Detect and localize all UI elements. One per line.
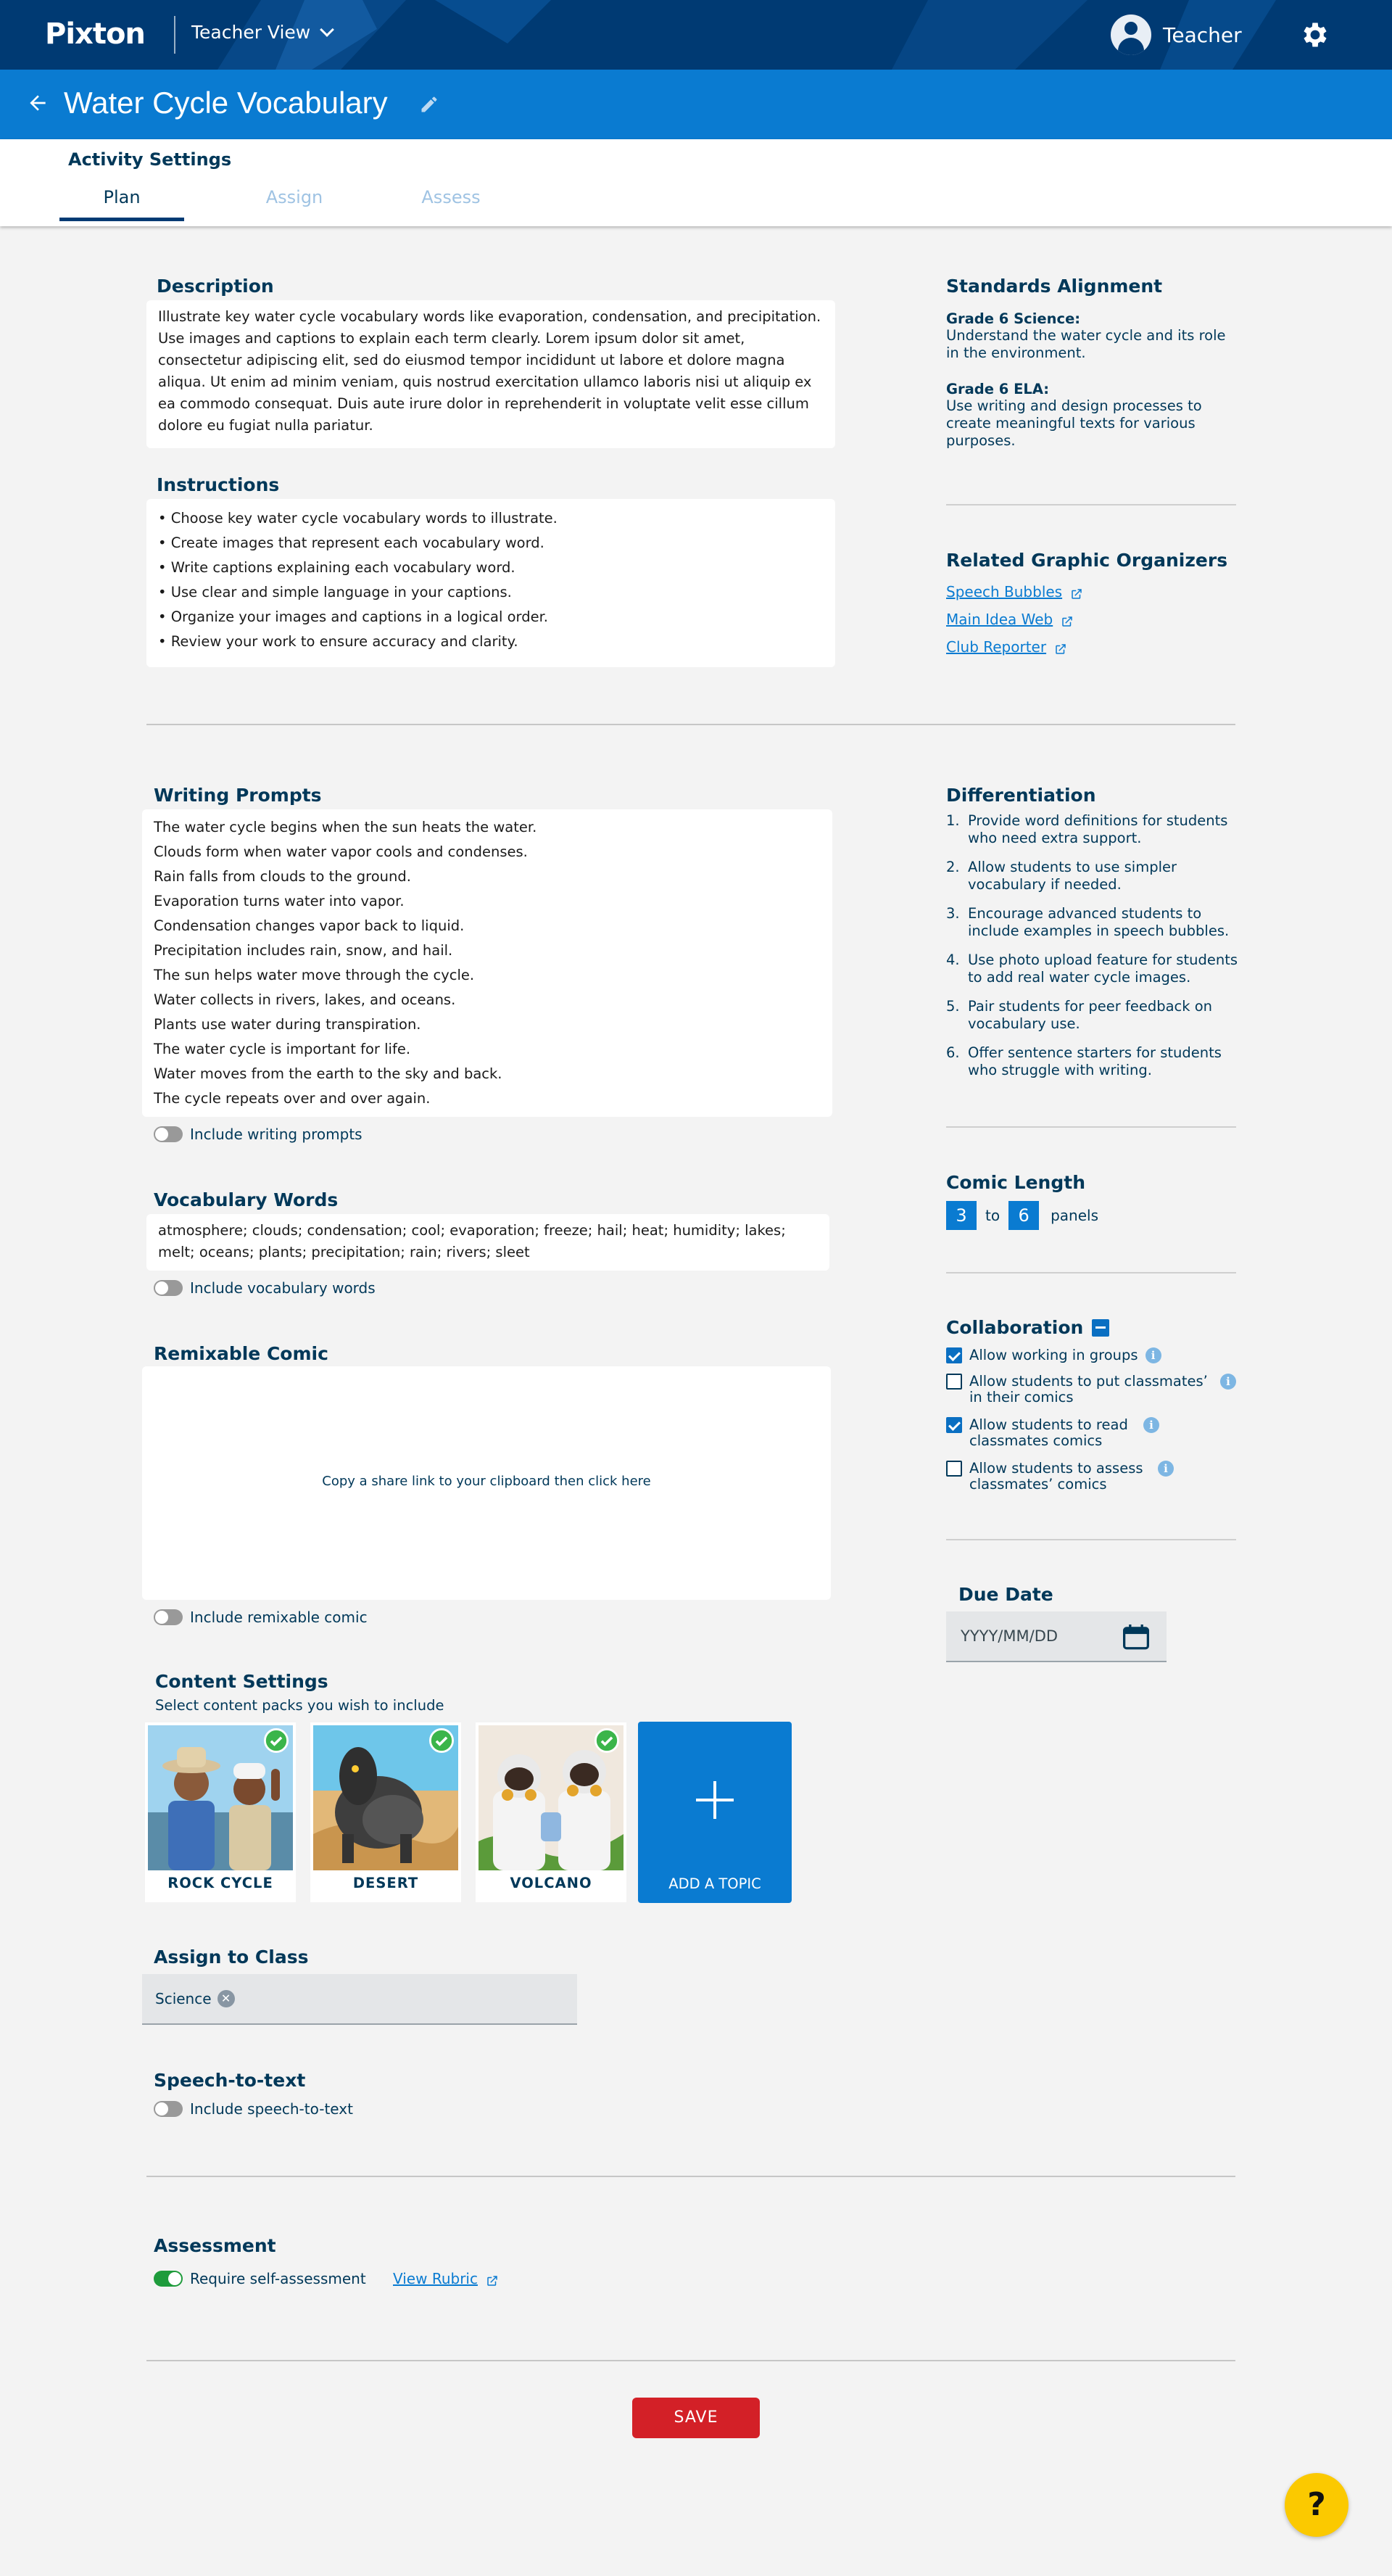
gear-icon[interactable] (1299, 19, 1331, 51)
differentiation-list (946, 812, 1251, 1091)
view-switcher-label: Teacher View (191, 22, 311, 43)
toggle-label: Include vocabulary words (190, 1279, 376, 1297)
back-arrow-icon[interactable] (26, 91, 49, 115)
assessment-heading: Assessment (154, 2235, 276, 2256)
differentiation-heading: Differentiation (946, 785, 1096, 806)
user-name: Teacher (1163, 22, 1242, 47)
standard-text: Use writing and design processes to create meaningful texts for various purposes. (946, 397, 1202, 449)
plus-icon (695, 1780, 735, 1820)
content-pack-volcano[interactable] (476, 1722, 626, 1902)
max-panels-input[interactable]: 6 (1008, 1201, 1039, 1230)
external-link-icon (486, 2274, 499, 2287)
collapse-toggle-icon[interactable] (1092, 1319, 1109, 1337)
info-icon[interactable]: i (1220, 1374, 1236, 1390)
class-chip (155, 1990, 235, 2007)
checkbox[interactable] (946, 1417, 962, 1433)
organizer-link-label[interactable]: Club Reporter (946, 638, 1047, 656)
toggle-switch[interactable] (154, 2271, 183, 2287)
vocabulary-box[interactable] (146, 1214, 829, 1271)
toggle-switch[interactable] (154, 1126, 183, 1142)
tab-assign[interactable]: Assign (265, 187, 323, 207)
content-pack-rock-cycle[interactable] (145, 1722, 296, 1902)
list-item: 4. Use photo upload feature for students to add real water cycle images. (946, 951, 1238, 986)
activity-settings-heading: Activity Settings (68, 149, 232, 170)
organizer-link-label[interactable]: Speech Bubbles (946, 583, 1063, 600)
header-divider (174, 16, 175, 54)
standard-text: Understand the water cycle and its role in the environment. (946, 327, 1226, 361)
list-item: 1. Provide word definitions for students who need extra support. (946, 812, 1228, 846)
divider (946, 1539, 1236, 1540)
writing-prompt-item: Rain falls from clouds to the ground. (154, 868, 411, 885)
writing-prompt-item: The water cycle begins when the sun heats the water. (154, 819, 537, 835)
pixton-logo[interactable]: Pixton (45, 17, 145, 51)
content-pack-label: DESERT (352, 1875, 419, 1891)
info-icon[interactable]: i (1143, 1417, 1159, 1433)
pencil-edit-icon[interactable] (419, 94, 439, 115)
writing-prompt-item: Water collects in rivers, lakes, and oceans. (154, 991, 456, 1008)
section-divider (146, 724, 1235, 725)
remixable-hint: Copy a share link to your clipboard then click here (322, 1474, 651, 1489)
instruction-item: • Create images that represent each vocabulary word. (158, 534, 544, 551)
toggle-label: Require self-assessment (190, 2270, 366, 2287)
collaboration-header (946, 1317, 1109, 1338)
writing-prompts-heading: Writing Prompts (154, 785, 322, 806)
list-item: 5. Pair students for peer feedback on vocabulary use. (946, 998, 1213, 1032)
vocabulary-toggle[interactable] (154, 1279, 376, 1297)
writing-prompt-item: Precipitation includes rain, snow, and hail. (154, 942, 453, 959)
activity-settings-panel (0, 139, 1392, 226)
tab-plan[interactable]: Plan (103, 187, 141, 207)
external-link-icon (1061, 615, 1074, 628)
calendar-icon[interactable] (1122, 1625, 1151, 1651)
due-date-field[interactable] (946, 1611, 1167, 1662)
writing-prompt-item: Plants use water during transpiration. (154, 1016, 421, 1033)
instructions-heading: Instructions (157, 474, 280, 495)
date-placeholder: YYYY/MM/DD (961, 1627, 1058, 1645)
collab-option-assess-comics[interactable] (946, 1461, 1251, 1493)
instruction-item: • Organize your images and captions in a logical order. (158, 608, 549, 625)
divider (946, 1272, 1236, 1273)
organizer-link-club-reporter[interactable] (946, 638, 1067, 656)
divider (946, 1126, 1236, 1128)
class-select-field[interactable] (142, 1974, 577, 2025)
writing-prompt-item: The water cycle is important for life. (154, 1041, 411, 1057)
selected-check-icon (594, 1728, 619, 1753)
help-button[interactable]: ? (1285, 2473, 1348, 2537)
avatar (1111, 15, 1151, 55)
checkbox-label: Allow students to put classmates’ in their comics (969, 1373, 1208, 1405)
save-button[interactable]: SAVE (632, 2398, 760, 2438)
add-topic-button[interactable] (638, 1722, 792, 1903)
collaboration-heading: Collaboration (946, 1317, 1084, 1338)
info-icon[interactable]: i (1158, 1461, 1174, 1477)
remove-chip-icon[interactable]: ✕ (218, 1990, 235, 2007)
toggle-label: Include speech-to-text (190, 2100, 353, 2118)
user-menu[interactable] (1111, 15, 1242, 55)
collab-option-put-classmates[interactable] (946, 1374, 1251, 1405)
view-switcher[interactable] (191, 22, 332, 43)
remixable-dropzone[interactable] (142, 1366, 831, 1600)
collab-option-groups[interactable] (946, 1347, 1251, 1363)
range-separator: to (985, 1207, 1000, 1224)
panels-unit: panels (1051, 1207, 1098, 1224)
active-tab-indicator (59, 218, 184, 221)
checkbox[interactable] (946, 1347, 962, 1363)
instruction-item: • Write captions explaining each vocabulary word. (158, 559, 515, 576)
content-pack-desert[interactable] (310, 1722, 461, 1902)
self-assessment-toggle[interactable] (154, 2270, 366, 2287)
list-item: 2. Allow students to use simpler vocabulary if needed. (946, 859, 1177, 893)
writing-prompt-item: Condensation changes vapor back to liquid. (154, 917, 465, 934)
divider (946, 504, 1236, 505)
toggle-switch[interactable] (154, 1280, 183, 1296)
speech-heading: Speech-to-text (154, 2070, 306, 2091)
top-nav-bar (0, 0, 1392, 70)
content-settings-heading: Content Settings (155, 1671, 328, 1692)
organizer-link-speech-bubbles[interactable] (946, 583, 1083, 600)
instruction-item: • Choose key water cycle vocabulary words to illustrate. (158, 510, 558, 527)
list-item: 6. Offer sentence starters for students who struggle with writing. (946, 1044, 1222, 1078)
writing-prompts-box[interactable] (142, 809, 832, 1117)
comic-length-control (946, 1201, 1098, 1230)
checkbox[interactable] (946, 1374, 962, 1390)
vocabulary-text: atmosphere; clouds; condensation; cool; evaporation; freeze; hail; heat; humidity; lakes; melt; oceans; plants; precipitation; rain; rivers; sleet (158, 1222, 786, 1260)
content-settings-subheading: Select content packs you wish to include (155, 1697, 444, 1714)
tab-assess[interactable]: Assess (421, 187, 481, 207)
standards-list (946, 310, 1236, 450)
checkbox[interactable] (946, 1461, 962, 1477)
toggle-switch[interactable] (154, 2101, 183, 2117)
instruction-item: • Review your work to ensure accuracy and clarity. (158, 633, 518, 650)
vocabulary-heading: Vocabulary Words (154, 1189, 339, 1210)
organizer-link-main-idea-web[interactable] (946, 611, 1074, 628)
writing-prompt-item: Evaporation turns water into vapor. (154, 893, 405, 909)
writing-prompt-item: Water moves from the earth to the sky and back. (154, 1065, 502, 1082)
organizers-heading: Related Graphic Organizers (946, 550, 1228, 571)
writing-prompt-item: Clouds form when water vapor cools and condenses. (154, 843, 528, 860)
activity-title-bar (0, 70, 1392, 139)
class-chip-label: Science (155, 1990, 212, 2007)
standards-heading: Standards Alignment (946, 276, 1163, 297)
comic-length-heading: Comic Length (946, 1172, 1085, 1193)
description-box[interactable] (146, 300, 835, 448)
description-heading: Description (157, 276, 274, 297)
instruction-item: • Use clear and simple language in your captions. (158, 584, 512, 600)
checkbox-label: Allow students to assess classmates’ comics (969, 1460, 1143, 1493)
view-rubric-label[interactable]: View Rubric (393, 2270, 478, 2287)
external-link-icon (1070, 587, 1083, 600)
collab-option-read-comics[interactable] (946, 1417, 1251, 1449)
section-divider (146, 2360, 1235, 2361)
writing-prompts-toggle[interactable] (154, 1126, 362, 1143)
speech-toggle[interactable] (154, 2100, 353, 2118)
section-divider (146, 2176, 1235, 2177)
external-link-icon (1054, 643, 1067, 656)
checkbox-label: Allow working in groups (969, 1347, 1138, 1363)
toggle-label: Include writing prompts (190, 1126, 362, 1143)
selected-check-icon (429, 1728, 454, 1753)
content-pack-label: ROCK CYCLE (167, 1875, 273, 1891)
toggle-switch[interactable] (154, 1609, 183, 1625)
remixable-toggle[interactable] (154, 1609, 368, 1626)
standard-label: Grade 6 ELA: (946, 381, 1050, 397)
assign-class-heading: Assign to Class (154, 1947, 309, 1968)
content-pack-label: VOLCANO (510, 1875, 592, 1891)
selected-check-icon (264, 1728, 289, 1753)
min-panels-input[interactable]: 3 (946, 1201, 977, 1230)
writing-prompt-item: The sun helps water move through the cycle. (154, 967, 475, 983)
instructions-box[interactable] (146, 499, 835, 667)
writing-prompt-item: The cycle repeats over and over again. (154, 1090, 431, 1107)
list-item: 3. Encourage advanced students to include examples in speech bubbles. (946, 905, 1230, 939)
chevron-down-icon (320, 22, 334, 37)
toggle-label: Include remixable comic (190, 1609, 368, 1626)
page-title: Water Cycle Vocabulary (64, 86, 388, 120)
info-icon[interactable]: i (1146, 1347, 1161, 1363)
remixable-heading: Remixable Comic (154, 1343, 328, 1364)
organizer-link-label[interactable]: Main Idea Web (946, 611, 1053, 628)
add-topic-label: ADD A TOPIC (668, 1875, 761, 1892)
description-text: Illustrate key water cycle vocabulary words like evaporation, condensation, and precipitation. Use images and captions to explain each term clearly. Lorem ipsum dolor sit amet, consectetur adipiscing elit, sed do eiusmod tempor incididunt ut labore et dolore magna aliqua. Ut enim ad minim veniam, quis nostrud exercitation ullamco laboris nisi ut aliquip ex ea commodo consequat. Duis aute irure dolor in reprehenderit in voluptate velit esse cillum dolore eu fugiat nulla pariatur. (158, 308, 821, 434)
view-rubric-link[interactable] (393, 2270, 499, 2287)
due-date-heading: Due Date (958, 1584, 1053, 1605)
checkbox-label: Allow students to read classmates comics (969, 1416, 1128, 1449)
standard-label: Grade 6 Science: (946, 310, 1081, 327)
